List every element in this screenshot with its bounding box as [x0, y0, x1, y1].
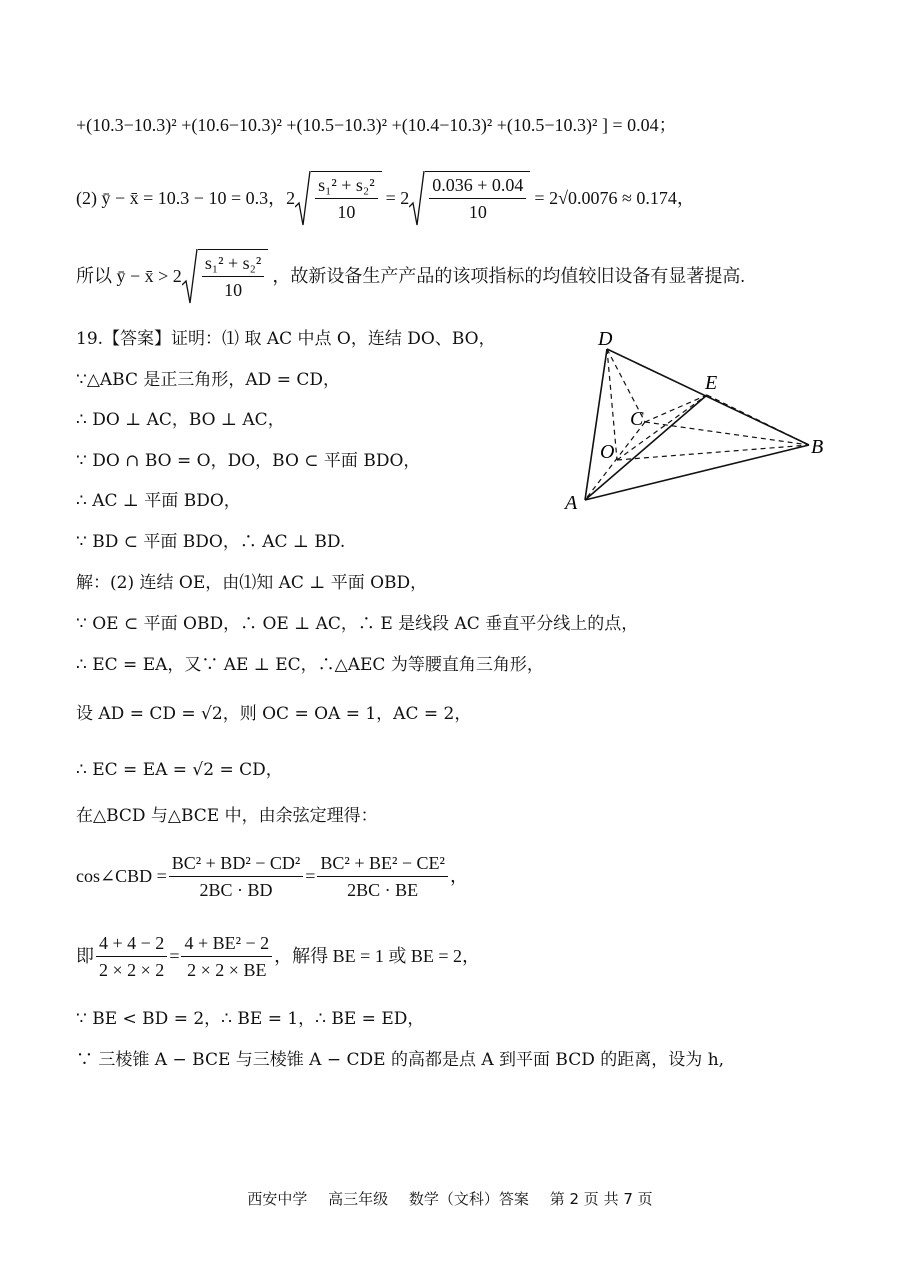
cosine-lhs: cos∠CBD = [76, 866, 167, 886]
radical-sign-icon [182, 249, 198, 305]
proof-line-1: ∵△ABC 是正三角形，AD = CD， [76, 370, 340, 390]
substitution-suffix: ，解得 BE = 1 或 BE = 2， [274, 946, 480, 966]
solution-line-2: ∵ OE ⊂ 平面 OBD，∴ OE ⊥ AC，∴ E 是线段 AC 垂直平分线上的点， [76, 614, 639, 634]
s-fraction-numerator-2: s₁² + s₂² [202, 250, 265, 277]
label-D: D [598, 328, 613, 350]
sub-frac1-num: 4 + 4 − 2 [96, 930, 167, 957]
cos-frac1-den: 2BC · BD [199, 879, 273, 900]
solution-line-8: ∵ 三棱锥 A − BCE 与三棱锥 A − CDE 的高都是点 A 到平面 BCD 的距离，设为 h, [76, 1050, 725, 1070]
substitution-equation [76, 926, 480, 986]
solution-line-4: 设 AD = CD = √2，则 OC = OA = 1，AC = 2， [76, 704, 472, 724]
solution-line-7: ∵ BE < BD = 2，∴ BE = 1，∴ BE = ED， [76, 1009, 425, 1029]
mean-difference-line [76, 170, 695, 226]
cos-frac2-num: BC² + BE² − CE² [317, 850, 448, 877]
sub-frac2-den: 2 × 2 × BE [187, 959, 267, 980]
radical-sign-icon [409, 171, 425, 227]
footer-school: 西安中学 [247, 1190, 308, 1208]
sqrt-value-variance [409, 171, 530, 225]
solution-line-6: 在△BCD 与△BCE 中，由余弦定理得： [76, 806, 378, 826]
equals-sign: = [305, 866, 316, 886]
footer-grade: 高三年级 [328, 1190, 389, 1208]
solution-line-3: ∴ EC = EA，又∵ AE ⊥ EC，∴△AEC 为等腰直角三角形， [76, 655, 544, 675]
tetrahedron-figure [555, 325, 845, 520]
sub-frac2-num: 4 + BE² − 2 [181, 930, 272, 957]
substitution-prefix: 即 [76, 946, 94, 966]
cosine-comma: ， [449, 866, 468, 886]
approx-result-text: = 2√0.0076 ≈ 0.174， [534, 188, 695, 208]
label-E: E [705, 372, 718, 394]
s-fraction-denominator-2: 10 [224, 280, 243, 300]
proof-line-2: ∴ DO ⊥ AC，BO ⊥ AC， [76, 410, 285, 430]
s-fraction-denominator: 10 [337, 202, 356, 222]
s-fraction-numerator: s₁² + s₂² [315, 172, 378, 199]
sqrt-s-variance-2 [182, 249, 269, 303]
solution-line-1: 解：(2) 连结 OE，由⑴知 AC ⊥ 平面 OBD， [76, 573, 428, 593]
edge-AB [585, 445, 809, 500]
page-footer [0, 1188, 900, 1209]
label-O: O [600, 441, 615, 463]
footer-subject: 数学（文科）答案 [408, 1190, 529, 1208]
cos-frac1-num: BC² + BD² − CD² [169, 850, 304, 877]
label-A: A [565, 492, 578, 514]
edge-DA [585, 349, 607, 500]
variance-line: +(10.3−10.3)² +(10.6−10.3)² +(10.5−10.3)² +(10.4−10.3)² +(10.5−10.3)² ] = 0.04； [76, 115, 677, 135]
mean-difference-text: (2) ȳ − x̄ = 10.3 − 10 = 0.3，2 [76, 188, 296, 208]
conclusion-line [76, 248, 745, 304]
proof-line-5: ∵ BD ⊂ 平面 BDO，∴ AC ⊥ BD. [76, 532, 346, 552]
conclusion-prefix: 所以 ȳ − x̄ > 2 [76, 266, 182, 286]
label-C: C [630, 408, 644, 430]
proof-line-3: ∵ DO ∩ BO = O，DO，BO ⊂ 平面 BDO， [76, 451, 421, 471]
proof-line-4: ∴ AC ⊥ 平面 BDO， [76, 491, 241, 511]
label-B: B [811, 436, 824, 458]
solution-line-5: ∴ EC = EA = √2 = CD， [76, 760, 283, 780]
cos-frac2-den: 2BC · BE [347, 879, 419, 900]
sqrt-s-variance [295, 171, 382, 225]
v-fraction-numerator: 0.036 + 0.04 [429, 172, 526, 199]
equals-two-text: = 2 [385, 188, 410, 208]
footer-page: 第 2 页 共 7 页 [549, 1190, 653, 1208]
v-fraction-denominator: 10 [468, 202, 487, 222]
equals-sign: = [169, 946, 180, 966]
sub-frac1-den: 2 × 2 × 2 [99, 959, 165, 980]
problem-19-heading: 19.【答案】证明：⑴ 取 AC 中点 O，连结 DO、BO， [76, 329, 496, 349]
cosine-equation [76, 846, 468, 906]
radical-sign-icon [295, 171, 311, 227]
conclusion-suffix: ，故新设备生产产品的该项指标的均值较旧设备有显著提高. [272, 266, 745, 286]
